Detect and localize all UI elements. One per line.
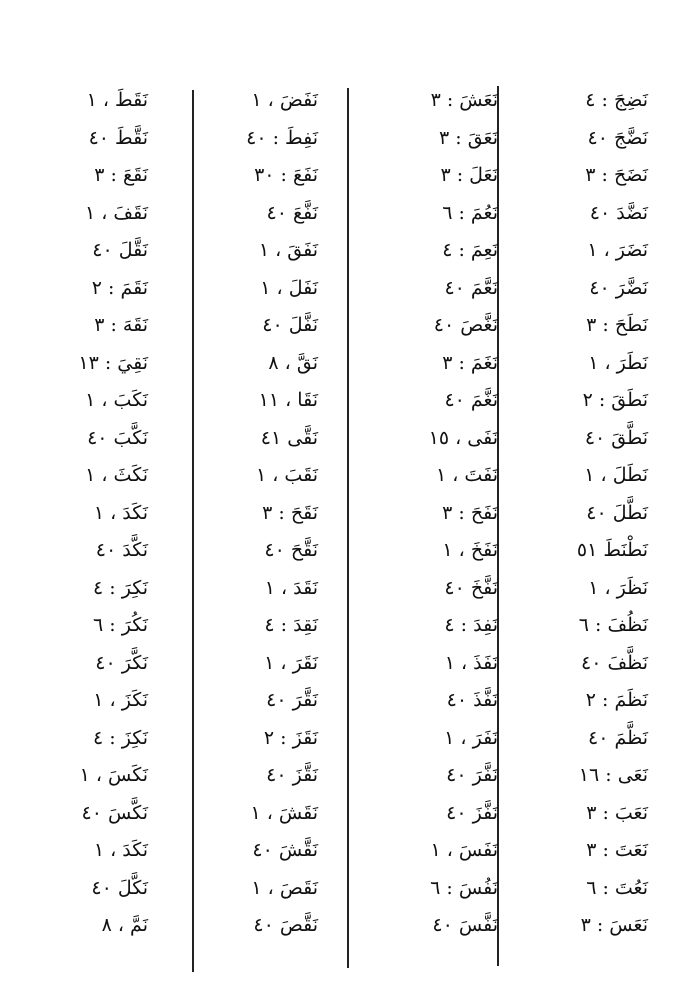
verb-entry: نَقَعَ : ٣ bbox=[94, 164, 148, 186]
verb-entry: نَطَلَ ، ١ bbox=[584, 464, 648, 486]
verb-entry: نَكَزَ ، ١ bbox=[93, 689, 148, 711]
verb-entry: نَفَّسَ ٤٠ bbox=[432, 914, 498, 936]
verb-entry: نَقَطَ ، ١ bbox=[86, 89, 148, 111]
verb-entry: نَقَّحَ ٤٠ bbox=[264, 539, 318, 561]
verb-entry: نَغَّصَ ٤٠ bbox=[433, 314, 498, 336]
verb-entry: نَعَسَ : ٣ bbox=[580, 914, 648, 936]
verb-entry: نَعَى : ١٦ bbox=[578, 764, 648, 786]
verb-entry: نَضَحَ : ٣ bbox=[585, 164, 648, 186]
verb-entry: نَقَرَ ، ١ bbox=[264, 651, 318, 674]
verb-entry: نَفَى ، ١٥ bbox=[428, 426, 498, 449]
verb-entry: نَكَّدَ ٤٠ bbox=[95, 539, 148, 561]
verb-entry: نَقَّلَ ٤٠ bbox=[92, 239, 148, 261]
verb-entry: نَقَّ ، ٨ bbox=[268, 351, 318, 374]
verb-entry: نَطَرَ ، ١ bbox=[588, 351, 648, 374]
verb-entry: نَفَذَ ، ١ bbox=[444, 651, 498, 674]
verb-entry: نَكَّبَ ٤٠ bbox=[87, 426, 148, 449]
verb-entry: نَفَّرَ ٤٠ bbox=[446, 764, 498, 786]
verb-entry: نَفَتَ ، ١ bbox=[436, 464, 498, 486]
verb-entry: نَمَّ ، ٨ bbox=[101, 914, 148, 936]
verb-entry: نَكَسَ ، ١ bbox=[79, 764, 148, 786]
verb-entry: نَعَّمَ ٤٠ bbox=[444, 276, 498, 299]
verb-entry: نَغَمَ : ٣ bbox=[442, 351, 498, 374]
verb-entry: نَضَرَ ، ١ bbox=[587, 239, 648, 261]
verb-entry: نَفَّعَ ٤٠ bbox=[266, 201, 318, 224]
verb-entry: نَعُتَ : ٦ bbox=[586, 876, 648, 899]
verb-entry: نَعُمَ : ٦ bbox=[442, 201, 498, 224]
verb-entry: نَقَحَ : ٣ bbox=[262, 501, 318, 524]
verb-entry: نَفَحَ : ٣ bbox=[442, 501, 498, 524]
verb-entry: نَعَلَ : ٣ bbox=[440, 164, 498, 186]
verb-entry: نَفَّلَ ٤٠ bbox=[262, 314, 318, 336]
verb-entry: نَعَبَ : ٣ bbox=[586, 801, 648, 824]
verb-entry: نَقَا ، ١١ bbox=[258, 389, 318, 411]
verb-entry: نَضَّدَ ٤٠ bbox=[589, 201, 648, 224]
verb-entry: نَقَّى ٤١ bbox=[260, 426, 318, 449]
verb-column-3 bbox=[198, 82, 318, 945]
verb-entry: نَقَّصَ ٤٠ bbox=[253, 914, 318, 936]
verb-entry: نَعَتَ : ٣ bbox=[586, 839, 648, 861]
verb-entry: نَطَّقَ ٤٠ bbox=[584, 426, 648, 449]
verb-entry: نَضَّجَ ٤٠ bbox=[587, 126, 648, 149]
verb-entry: نَقَصَ ، ١ bbox=[251, 876, 318, 899]
verb-entry: نَكُرَ : ٦ bbox=[93, 614, 148, 636]
verb-entry: نَطَقَ : ٢ bbox=[582, 389, 648, 411]
verb-entry: نَفَّخَ ٤٠ bbox=[444, 576, 498, 599]
verb-entry: نَقَمَ : ٢ bbox=[91, 276, 148, 299]
verb-entry: نَقَهَ : ٣ bbox=[94, 314, 148, 336]
verb-entry: نَقَّشَ ٤٠ bbox=[252, 839, 318, 861]
verb-entry: نَقِيَ : ١٣ bbox=[78, 351, 148, 374]
verb-entry: نَكَبَ ، ١ bbox=[85, 389, 148, 411]
verb-entry: نَفَعَ : ٣٠ bbox=[254, 164, 318, 186]
verb-column-2 bbox=[378, 82, 498, 945]
verb-entry: نَطْنَطَ ٥١ bbox=[576, 539, 648, 561]
verb-entry: نَفَضَ ، ١ bbox=[251, 89, 318, 111]
verb-entry: نَضَّرَ ٤٠ bbox=[589, 276, 648, 299]
verb-entry: نَكَدَ ، ١ bbox=[93, 839, 148, 861]
column-divider bbox=[347, 88, 349, 968]
verb-entry: نَظَّمَ ٤٠ bbox=[588, 726, 648, 749]
verb-entry: نَفِطَ : ٤٠ bbox=[246, 126, 318, 149]
verb-entry: نَغَّمَ ٤٠ bbox=[444, 389, 498, 411]
verb-entry: نَظَّفَ ٤٠ bbox=[580, 651, 648, 674]
verb-entry: نَفَرَ ، ١ bbox=[444, 726, 498, 749]
column-divider bbox=[192, 90, 194, 972]
verb-entry: نَضِجَ : ٤ bbox=[585, 89, 648, 111]
verb-entry: نَفُسَ : ٦ bbox=[430, 876, 498, 899]
verb-entry: نَقَفَ ، ١ bbox=[85, 201, 148, 224]
verb-entry: نَفَلَ ، ١ bbox=[260, 276, 318, 299]
verb-entry: نَفَسَ ، ١ bbox=[430, 839, 498, 861]
verb-entry: نَكَثَ ، ١ bbox=[85, 464, 148, 486]
verb-column-4 bbox=[28, 82, 148, 945]
verb-entry: نَطَّلَ ٤٠ bbox=[586, 501, 648, 524]
verb-entry: نَظَمَ : ٢ bbox=[585, 689, 648, 711]
verb-entry: نَعَقَ : ٣ bbox=[439, 126, 498, 149]
verb-entry: نَفَّزَ ٤٠ bbox=[446, 801, 498, 824]
verb-entry: نَقِدَ : ٤ bbox=[264, 614, 318, 636]
verb-entry: نَظُفَ : ٦ bbox=[578, 614, 648, 636]
verb-entry: نَقَّزَ ٤٠ bbox=[266, 764, 318, 786]
verb-entry: نَقَّطَ ٤٠ bbox=[88, 126, 148, 149]
verb-entry: نَكَّلَ ٤٠ bbox=[91, 876, 148, 899]
verb-entry: نَفَّذَ ٤٠ bbox=[446, 689, 498, 711]
verb-entry: نَقَّرَ ٤٠ bbox=[266, 689, 318, 711]
verb-entry: نَعِمَ : ٤ bbox=[442, 239, 498, 261]
verb-entry: نَظَرَ ، ١ bbox=[588, 576, 648, 599]
verb-entry: نَفِدَ : ٤ bbox=[444, 614, 498, 636]
verb-entry: نَفَخَ ، ١ bbox=[442, 539, 498, 561]
verb-entry: نَقَزَ : ٢ bbox=[263, 726, 318, 749]
verb-entry: نَعَشَ : ٣ bbox=[430, 89, 498, 111]
verb-entry: نَقَدَ ، ١ bbox=[264, 576, 318, 599]
verb-entry: نَطَحَ : ٣ bbox=[586, 314, 648, 336]
verb-column-1 bbox=[528, 82, 648, 945]
verb-entry: نَكَّسَ ٤٠ bbox=[81, 801, 148, 824]
verb-entry: نَكَّرَ ٤٠ bbox=[95, 651, 148, 674]
verb-entry: نَكَدَ ، ١ bbox=[93, 501, 148, 524]
verb-entry: نَقَبَ ، ١ bbox=[256, 464, 318, 486]
verb-entry: نَقَشَ ، ١ bbox=[250, 801, 318, 824]
verb-entry: نَكِرَ : ٤ bbox=[93, 576, 148, 599]
verb-entry: نَفَقَ ، ١ bbox=[258, 239, 318, 261]
verb-entry: نَكِزَ : ٤ bbox=[93, 726, 148, 749]
